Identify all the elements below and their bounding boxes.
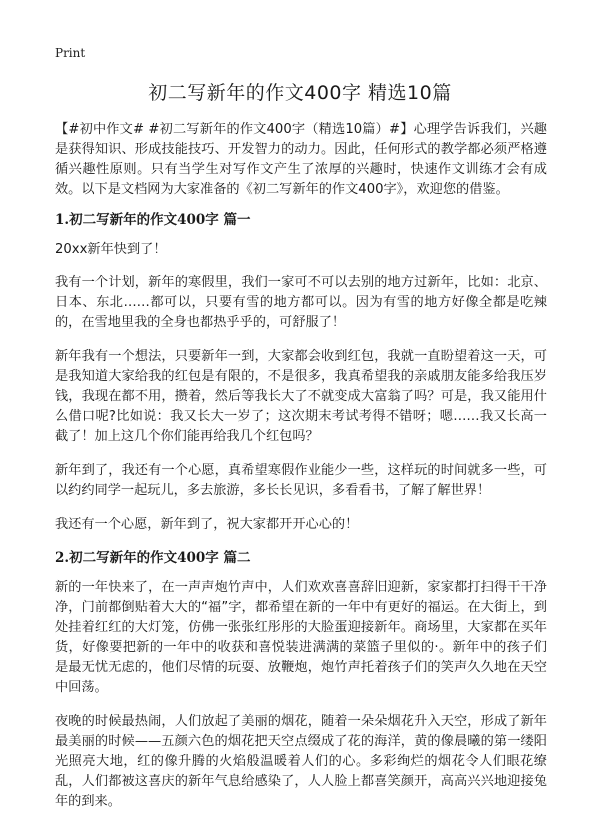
paragraph: 新的一年快来了，在一声声炮竹声中，人们欢欢喜喜辞旧迎新，家家都打扫得干干净净，门前都倒贴着大大的“福”字，都希望在新的一年中有更好的福运。在大街上，到处挂着红红的大灯笼，仿佛一张张红彤彤的大脸蛋迎接新年。商场里，大家都在买年货，好像要把新的一年中的收获和喜悦装进满满的菜篮子里似的·。新年中的孩子们是最无忧无虑的，他们尽情的玩耍、放鞭炮，炮竹声托着孩子们的笑声久久地在天空中回荡。 [55, 580, 547, 695]
intro-paragraph: 【#初中作文# #初二写新年的作文400字（精选10篇）#】心理学告诉我们，兴趣是获得知识、形成技能技巧、开发智力的动力。因此，任何形式的教学都必须严格遵循兴趣性原则。只有当学生对写作文产生了浓厚的兴趣时，快速作文训练才会有成效。以下是文档网为大家准备的《初二写新年的作文400字》，欢迎您的借鉴。 [55, 122, 547, 197]
page-title: 初二写新年的作文400字 精选10篇 [148, 82, 452, 104]
paragraph: 夜晚的时候最热闹，人们放起了美丽的烟花，随着一朵朵烟花升入天空，形成了新年最美丽的时候——五颜六色的烟花把天空点缀成了花的海洋，黄的像晨曦的第一缕阳光照亮大地，红的像升腾的火焰般温暖着人们的心。多彩绚烂的烟花令人们眼花缭乱，人们都被这喜庆的新年气息给感染了，人人脸上都喜笑颜开，高高兴兴地迎接兔年的到来。 [55, 714, 547, 809]
paragraph: 我有一个计划，新年的寒假里，我们一家可不可以去别的地方过新年，比如：北京、日本、东北……都可以，只要有雪的地方都可以。因为有雪的地方好像全都是吃辣的，在雪地里我的全身也都热乎乎的，可舒服了！ [55, 275, 547, 330]
paragraph: 20xx新年快到了！ [55, 242, 167, 257]
paragraph: 新年我有一个想法，只要新年一到，大家都会收到红包，我就一直盼望着这一天，可是我知道大家给我的红包是有限的，不是很多，我真希望我的亲戚朋友能多给我压岁钱，我现在都不用，攒着，然后等我长大了不就变成大富翁了吗？可是，我又能用什么借口呢?比如说：我又长大一岁了；这次期末考试考得不错呀；嗯……我又长高一截了！加上这几个你们能再给我几个红包吗？ [55, 349, 547, 444]
paragraph: 我还有一个心愿，新年到了，祝大家都开开心心的！ [55, 517, 359, 532]
section-heading-2: 2.初二写新年的作文400字 篇二 [55, 550, 251, 566]
paragraph: 新年到了，我还有一个心愿，真希望寒假作业能少一些，这样玩的时间就多一些，可以约约同学一起玩儿，多去旅游，多长长见识，多看看书，了解了解世界！ [55, 463, 547, 498]
section-heading-1: 1.初二写新年的作文400字 篇一 [55, 212, 251, 228]
article-body [55, 120, 547, 826]
print-link[interactable]: Print [55, 46, 86, 60]
